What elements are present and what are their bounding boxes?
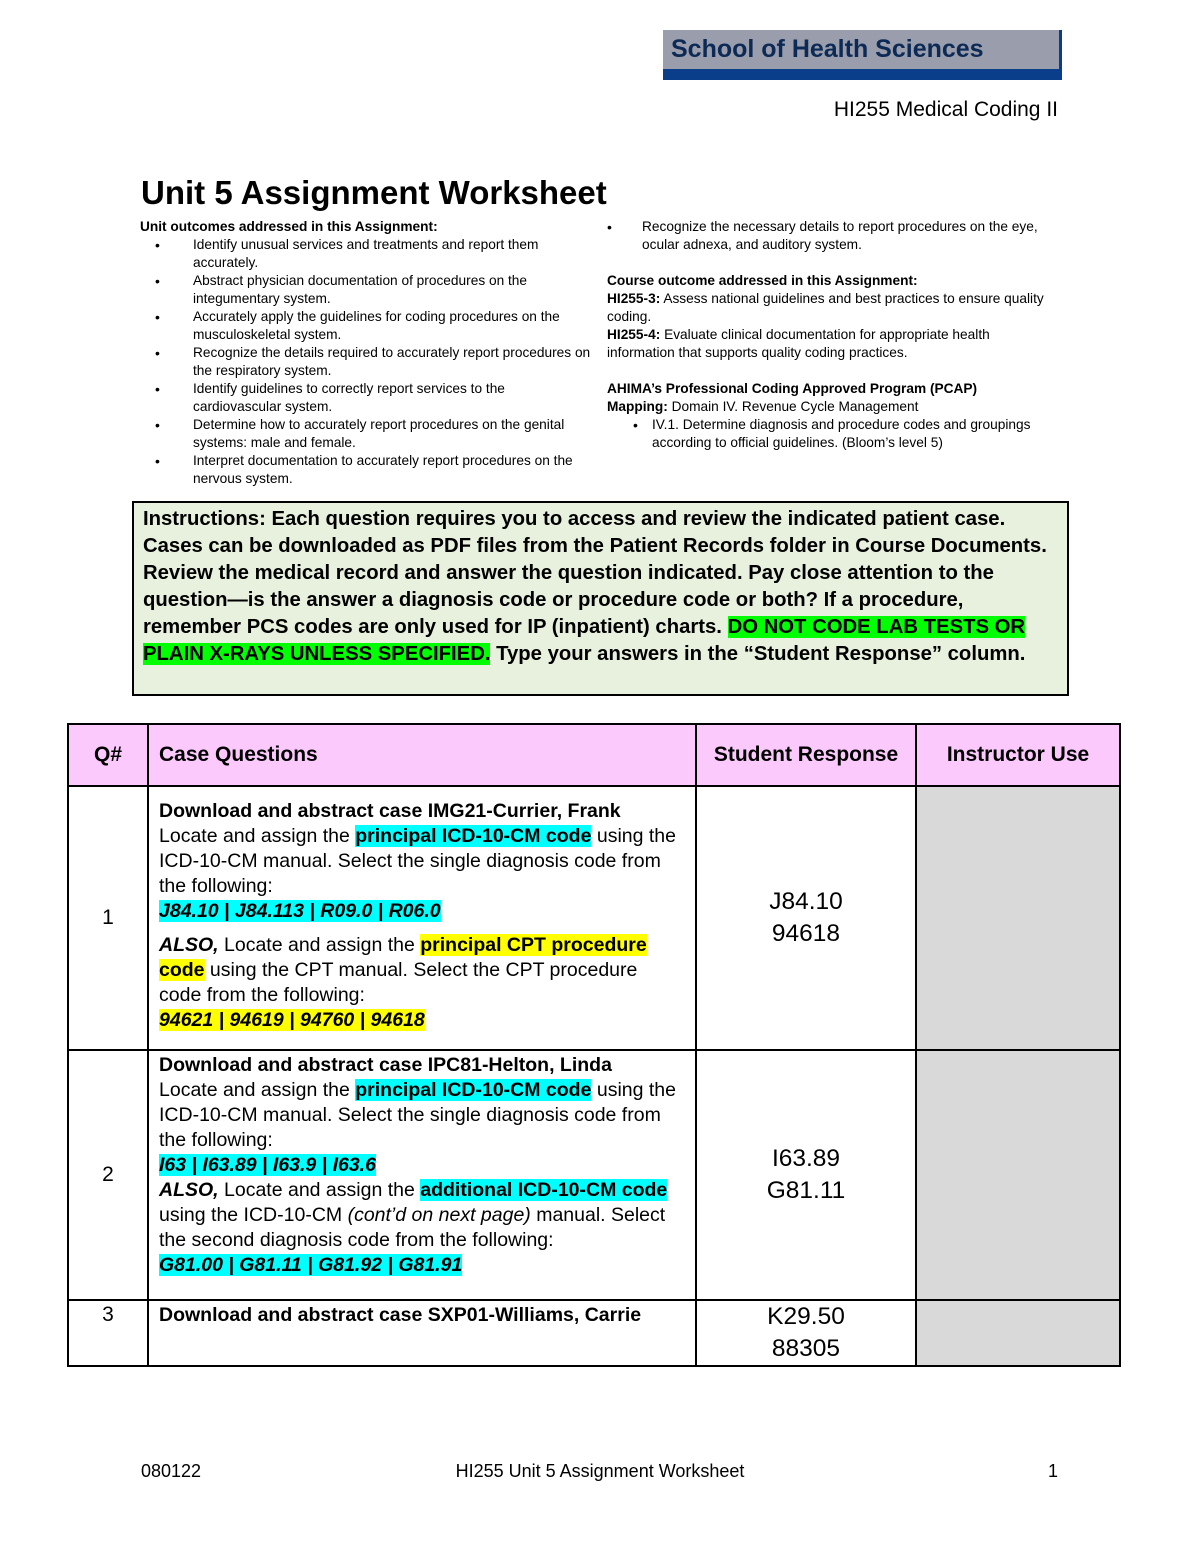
- unit-outcomes: [140, 218, 595, 488]
- code-list: 94621 | 94619 | 94760 | 94618: [159, 1009, 425, 1031]
- ahima-heading: AHIMA’s Professional Coding Approved Program (PCAP): [607, 381, 978, 396]
- code-list: I63 | I63.89 | I63.9 | I63.6: [159, 1154, 376, 1176]
- response-line: 88305: [771, 1335, 841, 1362]
- course-outcome-item: [607, 290, 1057, 326]
- highlight: principal ICD-10-CM code: [355, 825, 592, 847]
- question-text: [148, 1300, 696, 1366]
- student-response[interactable]: [696, 786, 916, 1050]
- list-item: • Determine how to accurately report procedures on the genital systems: male and female.: [140, 416, 595, 452]
- table-row: [68, 1050, 1120, 1300]
- question-number: 1: [68, 786, 148, 1050]
- instructions-text-end: Type your answers in the “Student Response” column.: [490, 643, 1026, 665]
- case-title: Download and abstract case IPC81-Helton, Linda: [159, 1054, 612, 1076]
- instructor-use-cell: [916, 1050, 1120, 1300]
- student-response[interactable]: [696, 1300, 916, 1366]
- continued-note: (cont’d on next page): [347, 1204, 531, 1226]
- question-number: 2: [68, 1050, 148, 1300]
- text: using the ICD-10-CM manual. Select the single diagnosis code from the following:: [159, 825, 676, 897]
- list-item: • Recognize the details required to accurately report procedures on the respiratory system.: [140, 344, 595, 380]
- case-title: Download and abstract case IMG21-Currier, Frank: [159, 800, 621, 822]
- also-label: ALSO,: [159, 934, 219, 956]
- text: using the CPT manual. Select the CPT procedure code from the following:: [159, 959, 638, 1006]
- highlight: additional ICD-10-CM code: [420, 1179, 668, 1201]
- response-line: J84.10: [769, 888, 843, 915]
- course-name: HI255 Medical Coding II: [833, 98, 1058, 121]
- ahima-mapping: [607, 398, 1057, 416]
- header-student-response: Student Response: [696, 724, 916, 786]
- question-part: [159, 1078, 685, 1153]
- mapping-label: Mapping:: [607, 399, 668, 414]
- code-list: G81.00 | G81.11 | G81.92 | G81.91: [159, 1254, 463, 1276]
- instructor-use-cell: [916, 1300, 1120, 1366]
- highlight: principal ICD-10-CM code: [355, 1079, 592, 1101]
- text: Locate and assign the: [218, 1179, 421, 1201]
- list-item: • Identify unusual services and treatments and report them accurately.: [140, 236, 595, 272]
- course-outcome-item: [607, 326, 1057, 362]
- school-name: School of Health Sciences: [663, 30, 1059, 69]
- question-part: [159, 1178, 685, 1253]
- code-options: [159, 1253, 685, 1278]
- code-options: [159, 1153, 685, 1178]
- page-number: 1: [1048, 1461, 1059, 1481]
- code-options: [159, 899, 685, 924]
- table-row: [68, 1300, 1120, 1366]
- list-item: • Abstract physician documentation of procedures on the integumentary system.: [140, 272, 595, 308]
- header-case-questions: Case Questions: [148, 724, 696, 786]
- table-header-row: [68, 724, 1120, 786]
- course-outcome-text: Assess national guidelines and best practices to ensure quality coding.: [607, 291, 1044, 324]
- school-banner: [663, 30, 1062, 80]
- question-part: [159, 824, 685, 899]
- course-outcomes-heading: Course outcome addressed in this Assignment:: [607, 273, 918, 288]
- instructions-text: Instructions: Each question requires you to access and review the indicated patient case. Cases can be downloaded as PDF files from the Patient Records folder in Course Documents. Review the medical record and answer the question indicated. Pay close attention to the question—is the answer a diagnosis code or procedure code or both? If a procedure, remember PCS codes are only used for IP (inpatient) charts.: [143, 508, 1047, 638]
- response-line: I63.89: [771, 1145, 841, 1172]
- footer-title: HI255 Unit 5 Assignment Worksheet: [455, 1461, 745, 1481]
- page-title: Unit 5 Assignment Worksheet: [141, 174, 607, 211]
- question-number: 3: [68, 1300, 148, 1366]
- course-outcome-text: Evaluate clinical documentation for appropriate health information that supports quality coding practices.: [607, 327, 990, 360]
- text: Locate and assign the: [159, 825, 356, 847]
- code-list: J84.10 | J84.113 | R09.0 | R06.0: [159, 900, 441, 922]
- questions-table: [67, 723, 1121, 1367]
- list-item: • IV.1. Determine diagnosis and procedure codes and groupings according to official guidelines. (Bloom’s level 5): [607, 416, 1057, 452]
- question-text: [148, 1050, 696, 1300]
- text: using the ICD-10-CM manual. Select the single diagnosis code from the following:: [159, 1079, 676, 1151]
- list-item: • Recognize the necessary details to report procedures on the eye, ocular adnexa, and auditory system.: [607, 218, 1057, 254]
- case-title: Download and abstract case SXP01-Williams, Carrie: [159, 1304, 642, 1326]
- response-line: K29.50: [767, 1303, 845, 1330]
- instructions-highlight: DO NOT CODE LAB TESTS OR PLAIN X-RAYS UNLESS SPECIFIED.: [143, 616, 1026, 665]
- list-item: • Interpret documentation to accurately report procedures on the nervous system.: [140, 452, 595, 488]
- student-response[interactable]: [696, 1050, 916, 1300]
- mapping-text: Domain IV. Revenue Cycle Management: [667, 399, 919, 414]
- highlight: principal CPT procedure code: [159, 934, 647, 981]
- response-line: G81.11: [766, 1177, 846, 1204]
- list-item: • Identify guidelines to correctly report services to the cardiovascular system.: [140, 380, 595, 416]
- header-qnum: Q#: [68, 724, 148, 786]
- question-part: [159, 933, 685, 1008]
- table-row: [68, 786, 1120, 1050]
- also-label: ALSO,: [159, 1179, 219, 1201]
- text: manual. Select the second diagnosis code from the following:: [159, 1204, 666, 1251]
- list-item: • Accurately apply the guidelines for coding procedures on the musculoskeletal system.: [140, 308, 595, 344]
- course-outcomes-column: [607, 218, 1057, 452]
- text: Locate and assign the: [218, 934, 421, 956]
- response-line: 94618: [771, 920, 841, 947]
- text: using the ICD-10-CM: [159, 1204, 348, 1226]
- text: Locate and assign the: [159, 1079, 356, 1101]
- question-text: [148, 786, 696, 1050]
- course-outcome-code: HI255-3:: [607, 291, 661, 306]
- footer-date: 080122: [141, 1461, 202, 1481]
- instructor-use-cell: [916, 786, 1120, 1050]
- instructions-box: [132, 501, 1069, 696]
- course-outcome-code: HI255-4:: [607, 327, 661, 342]
- header-instructor-use: Instructor Use: [916, 724, 1120, 786]
- unit-outcomes-heading: Unit outcomes addressed in this Assignment:: [140, 219, 438, 234]
- code-options: [159, 1008, 685, 1033]
